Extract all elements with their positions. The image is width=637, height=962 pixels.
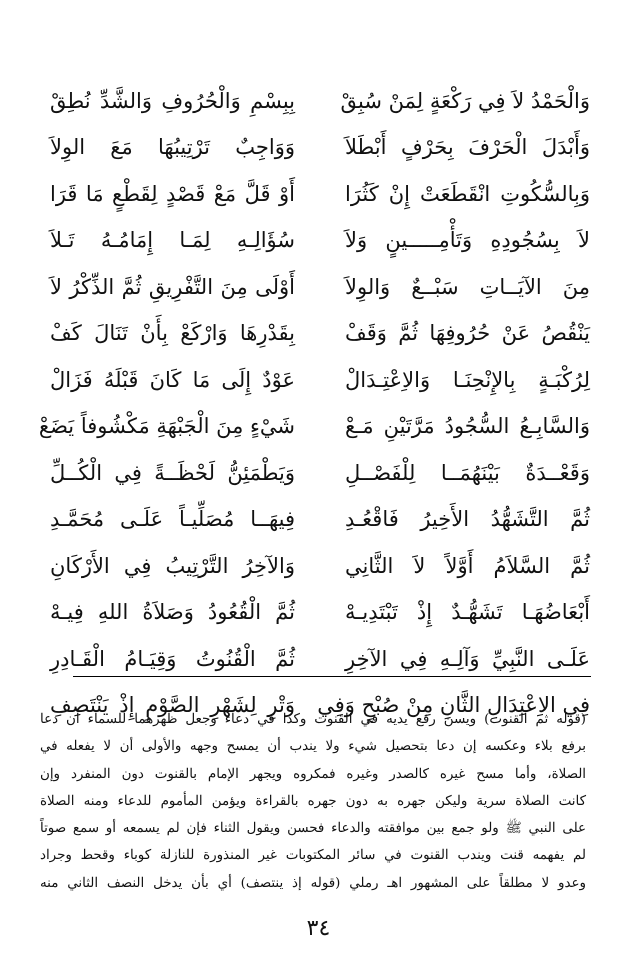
verse-first-hemistich: وَبِالسُّكُوتِ انْقَطَعَتْ إِنْ كَثُرَا [345, 181, 590, 206]
verse-row [38, 404, 590, 451]
verse-second-hemistich: بِبِسْمِ وَالْحُرُوفِ وَالشَّدِّ نُطِقْ [50, 88, 295, 113]
commentary-line: الصلاة، وأما مسح غيره كالصدر وغيره فمكروه ويجهر الإمام بالقنوت دون المنفرد وإن [40, 766, 586, 782]
verse-row [50, 497, 590, 544]
verse-row [50, 78, 590, 125]
verse-second-hemistich: ثُمَّ الْقُنُوتُ وَقِيَـامُ الْقَـادِرِ [50, 646, 295, 671]
verse-first-hemistich: وَقَعْــدَةٌ بَيْنَهُمَــا لِلْفَصْــلِ [345, 460, 590, 485]
verse-row [50, 357, 590, 404]
verse-first-hemistich: يَنْقُصُ عَنْ حُرُوفِهَا ثُمَّ وَقَفْ [345, 321, 590, 346]
verse-second-hemistich: وَيَطْمَئِنُّ لَحْظَــةً فِي الْكُــلِّ [50, 460, 295, 485]
verse-block [38, 78, 590, 729]
verse-second-hemistich: سُؤَالِـهِ لِمَـا إِمَامُـهُ تَـلاَ [50, 228, 295, 253]
verse-second-hemistich: أَوْلَى مِنَ التَّفْرِيقِ ثُمَّ الذِّكْرُ لاَ [50, 274, 295, 299]
footnote-divider [73, 676, 591, 677]
verse-second-hemistich: وَالآخِرُ التَّرْتِيبُ فِي الأَرْكَانِ [50, 553, 295, 578]
verse-row [50, 218, 590, 265]
verse-second-hemistich: عَوْدٌ إِلَى مَا كَانَ قَبْلَهُ فَزَالْ [50, 367, 295, 392]
commentary-line: برفع بلاء وعكسه إن دعا بتحصيل شيء ولا يندب أن يمسح وجهه والأولى أن لا يفعله في [40, 739, 586, 755]
verse-first-hemistich: فِي الاِعْتِدَالِ الثَّانِ مِنْ صُبْحٍ وَفِي [317, 693, 590, 718]
verse-first-hemistich: لاَ بِسُجُودِهِ وَتَأْمِـــــينٍ وَلاَ [345, 228, 590, 253]
commentary-line: لم يفهمه قنت ويندب القنوت في سائر المكتوبات غير المنذورة للنازلة كوباء وقحط وجراد [40, 848, 586, 864]
verse-second-hemistich: وَتْرِ لِشَهْرِ الصَّوْمِ إِذْ يَنْتَصِفِ [50, 693, 295, 718]
commentary-line: وعدو لا مطلقاً على المشهور اهـ رملي (قوله إذ ينتصف) أي بأن يدخل النصف الثاني منه [40, 875, 586, 891]
verse-first-hemistich: وَالْحَمْدُ لاَ فِي رَكْعَةٍ لِمَنْ سُبِقْ [340, 88, 590, 113]
verse-first-hemistich: لِرُكْبَـةٍ بِالإِنْحِنَـا وَالاِعْتِـدَالْ [345, 367, 590, 392]
verse-second-hemistich: بِقَدْرِهَا وَارْكَعْ بِأَنْ تَنَالَ كَفْ [50, 321, 295, 346]
verse-second-hemistich: شَيْءٍ مِنَ الْجَبْهَةِ مَكْشُوفاً يَضَعْ [38, 414, 295, 439]
page-number: ٣٤ [306, 916, 331, 941]
verse-second-hemistich: فِيهَــا مُصَلِّيـاً عَلَـى مُحَمَّـدِ [50, 507, 295, 532]
verse-row [50, 450, 590, 497]
verse-row [50, 543, 590, 590]
verse-first-hemistich: عَلَـى النَّبِيِّ وَآلِـهِ فِي الآخِرِ [345, 646, 590, 671]
verse-first-hemistich: ثُمَّ السَّلاَمُ أَوَّلاً لاَ الثَّانِي [345, 553, 590, 578]
verse-row [50, 264, 590, 311]
commentary-line: كانت الصلاة سرية وليكن جهره به دون جهره بالقراءة ويؤمن المأموم للدعاء ومنه الصلاة [40, 793, 586, 809]
verse-second-hemistich: وَوَاجِبٌ تَرْتِيبُهَا مَعَ الوِلاَ [50, 135, 295, 160]
verse-row [50, 311, 590, 358]
verse-first-hemistich: وَالسَّابِـعُ السُّجُودُ مَرَّتَيْنِ مَـعْ [345, 414, 590, 439]
verse-row [50, 125, 590, 172]
verse-row [50, 590, 590, 637]
verse-first-hemistich: أَبْعَاضُهَـا تَشَهُّـدٌ إِذْ تَبْتَدِيـهْ [345, 600, 590, 625]
commentary-footnote [40, 706, 586, 897]
verse-first-hemistich: ثُمَّ التَّشَهُّدُ الأَخِيرُ فَاقْعُـدِ [345, 507, 590, 532]
commentary-line: (قوله ثم القنوت) ويسن رفع يديه في القنوت وكذا في دعاء وجعل ظهرهما للسماء ان دعا [40, 712, 586, 727]
verse-first-hemistich: مِنَ الآيَــاتِ سَبْــعٌ وَالوِلاَ [345, 274, 590, 299]
commentary-line: على النبي ﷺ ولو جمع بين موافقته والدعاء فحسن ويقول الثناء فإن لم يسمعه أو سمع صوتاً [40, 821, 586, 837]
verse-second-hemistich: أَوْ قَلَّ مَعْ قَصْدٍ لِقَطْعٍ مَا قَرَا [50, 181, 295, 206]
verse-row [50, 171, 590, 218]
verse-first-hemistich: وَأَبْدَلَ الْحَرْفَ بِحَرْفٍ أَبْطَلاَ [345, 135, 590, 160]
verse-second-hemistich: ثُمَّ الْقُعُودُ وَصَلاَةُ اللهِ فِيـهْ [50, 600, 295, 625]
